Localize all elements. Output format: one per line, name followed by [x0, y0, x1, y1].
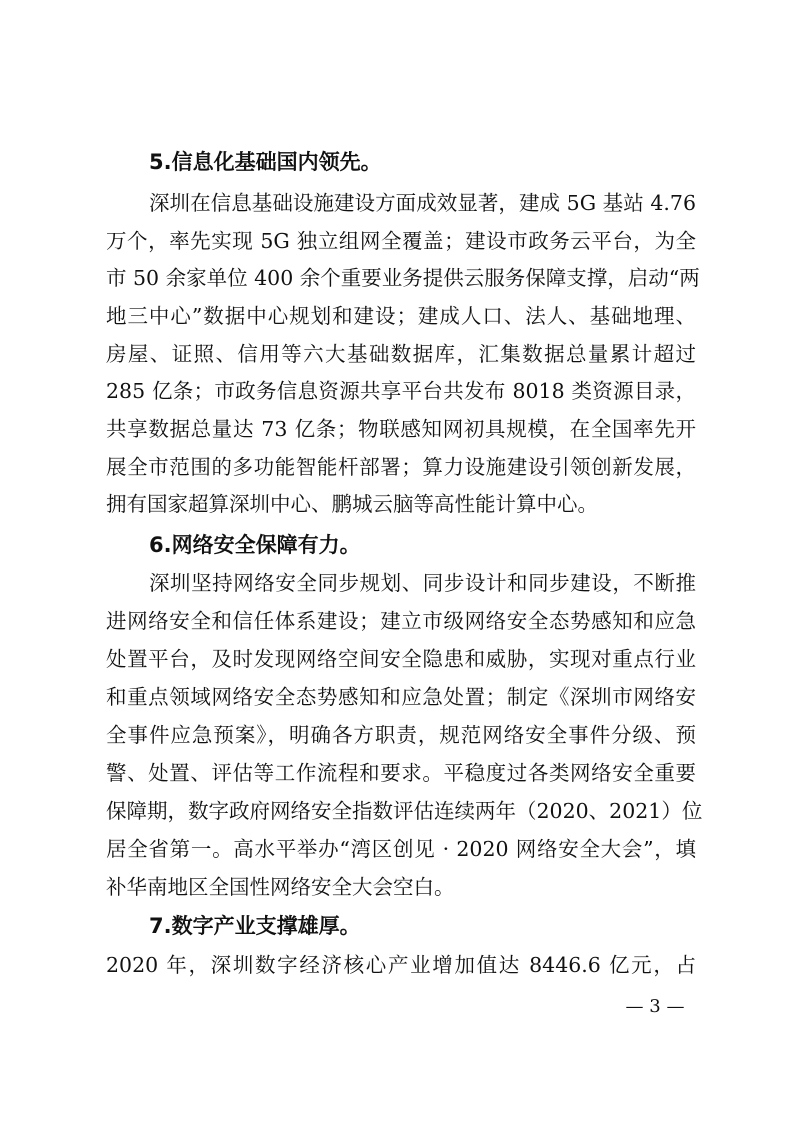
- paragraph-line: 全事件应急预案》，明确各方职责，规范网络安全事件分级、预: [106, 723, 696, 747]
- paragraph-line: 2020 年，深圳数字经济核心产业增加值达 8446.6 亿元，占: [106, 953, 696, 977]
- paragraph-line: 警、处置、评估等工作流程和要求。平稳度过各类网络安全重要: [106, 761, 696, 785]
- paragraph-line: 展全市范围的多功能智能杆部署；算力设施建设引领创新发展，: [106, 455, 696, 479]
- paragraph-line: 保障期，数字政府网络安全指数评估连续两年（2020、2021）位: [106, 799, 703, 823]
- paragraph-line: 市 50 余家单位 400 余个重要业务提供云服务保障支撑，启动“两: [106, 266, 700, 290]
- section-heading-7: 7.数字产业支撑雄厚。: [149, 914, 361, 938]
- section-heading-5: 5.信息化基础国内领先。: [149, 150, 382, 174]
- page-number: — 3 —: [625, 996, 685, 1017]
- paragraph-line: 处置平台，及时发现网络空间安全隐患和威胁，实现对重点行业: [106, 647, 696, 671]
- paragraph-line: 房屋、证照、信用等六大基础数据库，汇集数据总量累计超过: [106, 342, 696, 366]
- paragraph-line: 居全省第一。高水平举办“湾区创见 · 2020 网络安全大会”，填: [106, 837, 696, 861]
- paragraph-line: 拥有国家超算深圳中心、鹏城云脑等高性能计算中心。: [106, 492, 598, 516]
- paragraph-line: 补华南地区全国性网络安全大会空白。: [106, 875, 455, 899]
- paragraph-line: 进网络安全和信任体系建设；建立市级网络安全态势感知和应急: [106, 609, 696, 633]
- paragraph-line: 万个，率先实现 5G 独立组网全覆盖；建设市政务云平台，为全: [106, 229, 696, 253]
- paragraph-line: 共享数据总量达 73 亿条；物联感知网初具规模，在全国率先开: [106, 417, 696, 441]
- paragraph-line: 地三中心”数据中心规划和建设；建成人口、法人、基础地理、: [106, 304, 696, 328]
- paragraph-line: 深圳在信息基础设施建设方面成效显著，建成 5G 基站 4.76: [149, 191, 696, 215]
- paragraph-line: 和重点领域网络安全态势感知和应急处置；制定《深圳市网络安: [106, 685, 696, 709]
- section-heading-6: 6.网络安全保障有力。: [149, 533, 361, 557]
- paragraph-line: 285 亿条；市政务信息资源共享平台共发布 8018 类资源目录，: [106, 379, 696, 403]
- paragraph-line: 深圳坚持网络安全同步规划、同步设计和同步建设，不断推: [149, 571, 696, 595]
